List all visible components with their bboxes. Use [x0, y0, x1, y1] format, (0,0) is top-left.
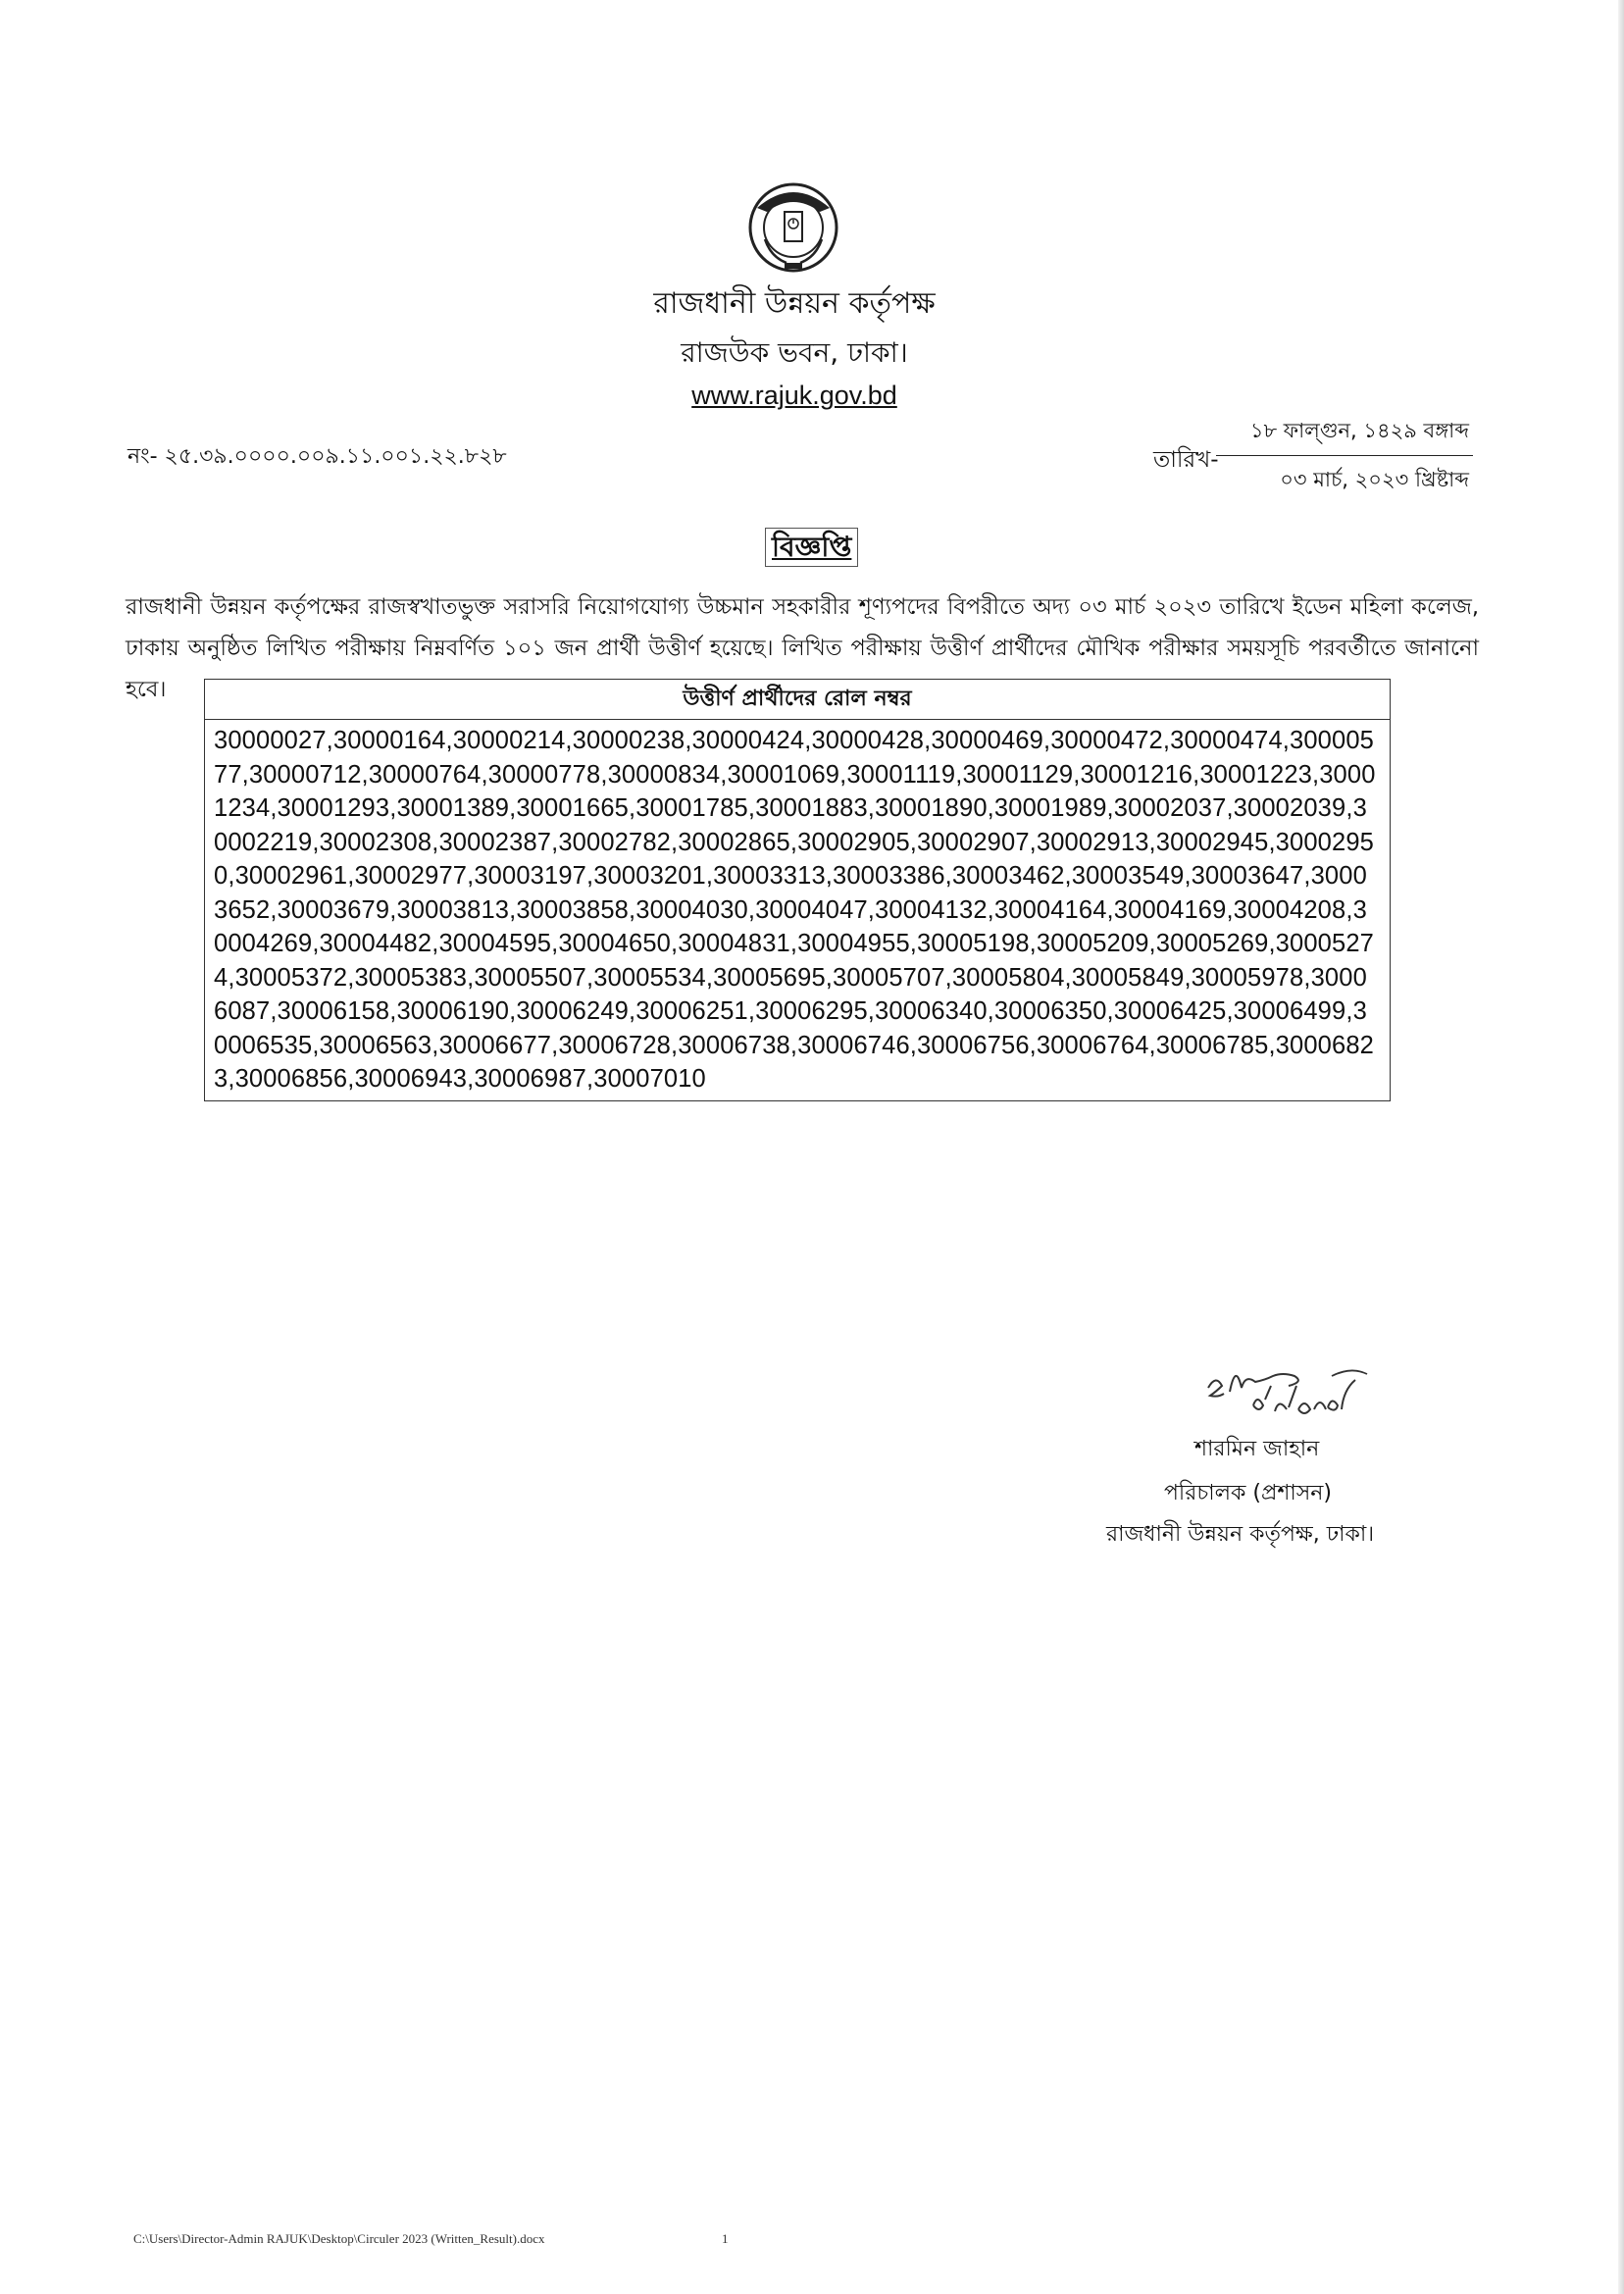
footer-page-number: 1 — [722, 2231, 729, 2246]
page-edge-shadow — [1618, 0, 1624, 2294]
notice-title: বিজ্ঞপ্তি — [765, 528, 858, 567]
roll-number-list: 30000027,30000164,30000214,30000238,30000424,30000428,30000469,30000472,30000474,30000577,30000712,30000764,30000778,30000834,30001069,30001119,30001129,30001216,30001223,30001234,30001293,30001389,30001665,30001785,30001883,30001890,30001989,30002037,30002039,30002219,30002308,30002387,30002782,30002865,30002905,30002907,30002913,30002945,30002950,30002961,30002977,30003197,30003201,30003313,30003386,30003462,30003549,30003647,30003652,30003679,30003813,30003858,30004030,30004047,30004132,30004164,30004169,30004208,30004269,30004482,30004595,30004650,30004831,30004955,30005198,30005209,30005269,30005274,30005372,30005383,30005507,30005534,30005695,30005707,30005804,30005849,30005978,30006087,30006158,30006190,30006249,30006251,30006295,30006340,30006350,30006425,30006499,30006535,30006563,30006677,30006728,30006738,30006746,30006756,30006764,30006785,30006823,30006856,30006943,30006987,30007010 — [214, 727, 1376, 1093]
roll-table-header: উত্তীর্ণ প্রার্থীদের রোল নম্বর — [205, 680, 1390, 720]
date-english: ০৩ মার্চ, ২০২৩ খ্রিষ্টাব্দ — [1280, 468, 1469, 491]
roll-number-table — [204, 679, 1391, 1101]
handwritten-signature-icon — [1194, 1349, 1430, 1439]
notice-body: রাজধানী উন্নয়ন কর্তৃপক্ষের রাজস্বখাতভুক্ত সরাসরি নিয়োগযোগ্য উচ্চমান সহকারীর শূণ্যপদের বিপরীতে অদ্য ০৩ মার্চ ২০২৩ তারিখে ইডেন মহিলা কলেজ, ঢাকায় অনুষ্ঠিত লিখিত পরীক্ষায় নিম্নবর্ণিত ১০১ জন প্রার্থী উত্তীর্ণ হয়েছে। লিখিত পরীক্ষায় উত্তীর্ণ প্রার্থীদের মৌখিক পরীক্ষার সময়সূচি পরবর্তীতে জানানো হবে। — [126, 594, 1479, 702]
memo-number: নং- ২৫.৩৯.০০০০.০০৯.১১.০০১.২২.৮২৮ — [127, 444, 507, 469]
date-block — [1216, 415, 1473, 498]
rajuk-seal-icon — [747, 178, 839, 280]
date-label: তারিখ- — [1153, 447, 1219, 473]
footer-file-path: C:\Users\Director-Admin RAJUK\Desktop\Circuler 2023 (Written_Result).docx — [133, 2231, 545, 2246]
date-bangla: ১৮ ফাল্গুন, ১৪২৯ বঙ্গাব্দ — [1216, 415, 1473, 456]
org-name: রাজধানী উন্নয়ন কর্তৃপক্ষ — [653, 286, 936, 321]
signatory-org: রাজধানী উন্নয়ন কর্তৃপক্ষ, ঢাকা। — [1106, 1522, 1375, 1547]
website-link[interactable]: www.rajuk.gov.bd — [691, 381, 897, 410]
org-address: রাজউক ভবন, ঢাকা। — [681, 336, 908, 369]
signatory-title: পরিচালক (প্রশাসন) — [1164, 1481, 1333, 1505]
signatory-name: শারমিন জাহান — [1194, 1437, 1320, 1461]
